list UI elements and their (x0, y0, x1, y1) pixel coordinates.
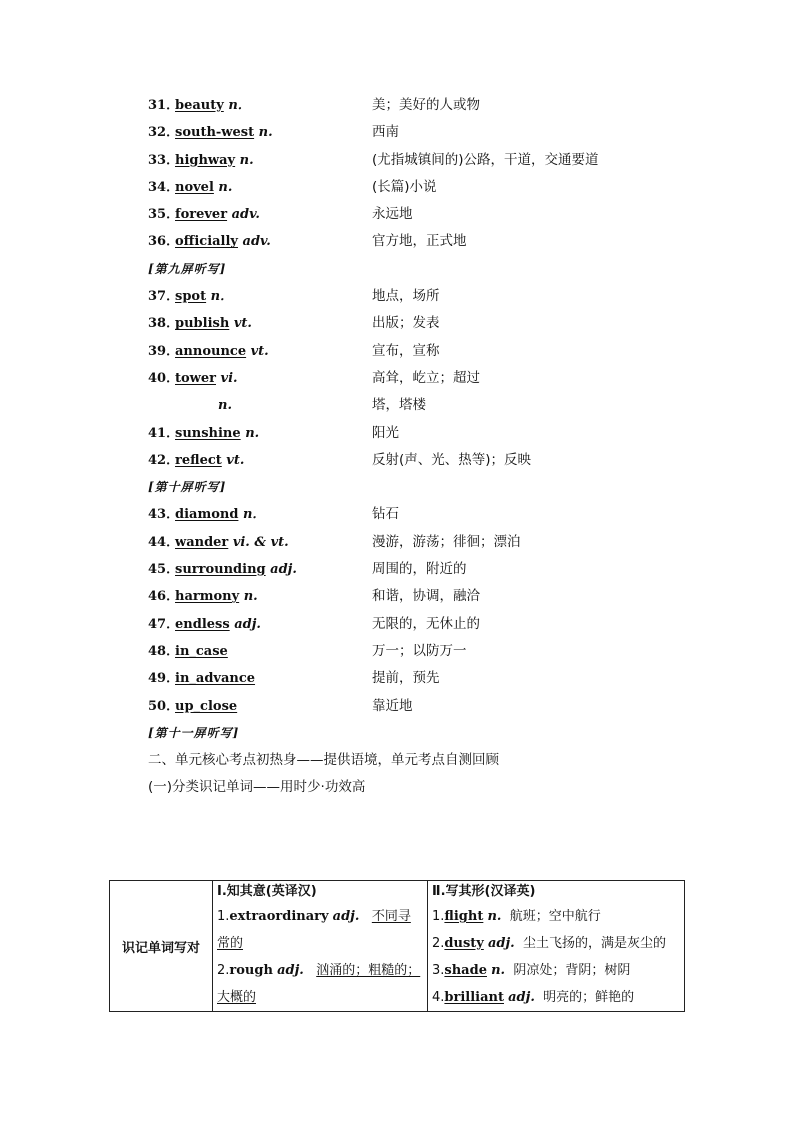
vocab-row (148, 556, 668, 583)
english-word: extraordinary (229, 909, 329, 924)
chinese-to-english-column (428, 881, 685, 1012)
english-phrase: in_case (175, 643, 228, 659)
answer-word: flight (444, 909, 484, 924)
item-number: 37． (148, 289, 180, 305)
item-number: 43． (148, 507, 180, 523)
vocab-row (148, 310, 668, 337)
vocab-row (148, 693, 668, 720)
exercise-item: 1.flight n. 航班；空中航行 (432, 909, 601, 924)
chinese-meaning: 靠近地 (372, 697, 413, 714)
english-phrase: up_close (175, 698, 238, 714)
english-word: wander (175, 534, 229, 550)
part-of-speech: adj. (508, 990, 535, 1005)
part-of-speech: vt. (226, 452, 245, 468)
table-row-label: 识记单词写对 (110, 881, 213, 1012)
english-word: novel (175, 179, 214, 195)
item-number: 46． (148, 589, 180, 605)
exercise-item: 3.shade n. 阴凉处；背阴；树阴 (432, 963, 631, 978)
vocab-row (148, 501, 668, 528)
part-of-speech: vi. & vt. (232, 534, 289, 550)
item-number: 38． (148, 316, 180, 332)
vocab-row (148, 201, 668, 228)
chinese-meaning: 官方地，正式地 (372, 233, 467, 250)
word-memorization-table (109, 880, 685, 1012)
part-of-speech: adv. (231, 207, 260, 223)
vocab-row (148, 147, 668, 174)
answer-word: brilliant (444, 990, 504, 1005)
part-of-speech: n. (258, 125, 273, 141)
vocab-row-continued (148, 392, 668, 419)
answer-word: shade (444, 963, 487, 978)
item-number: 35． (148, 207, 180, 223)
section-marker: [第九屏听写] (148, 261, 227, 276)
english-word: forever (175, 207, 228, 223)
english-to-chinese-column (213, 881, 428, 1012)
chinese-meaning: 阳光 (372, 424, 399, 441)
chinese-meaning: (长篇)小说 (372, 178, 437, 195)
chinese-meaning: 出版；发表 (372, 315, 440, 332)
vocab-row (148, 420, 668, 447)
chinese-meaning: 漫游，游荡；徘徊；漂泊 (372, 533, 521, 550)
part-of-speech: vt. (233, 316, 252, 332)
chinese-meaning: 美；美好的人或物 (372, 97, 480, 113)
part-of-speech: vi. (220, 370, 238, 386)
part-of-speech: n. (491, 963, 506, 978)
vocab-row (148, 338, 668, 365)
chinese-meaning: 航班；空中航行 (509, 909, 601, 924)
chinese-meaning: 地点，场所 (372, 288, 440, 305)
part-of-speech: n. (243, 589, 258, 605)
english-word: sunshine (175, 425, 241, 441)
vocab-row (148, 611, 668, 638)
exercise-item: 2.rough adj. 汹涌的；粗糙的；大概的 (217, 963, 421, 1005)
item-number: 32． (148, 125, 180, 141)
chinese-meaning: 无限的，无休止的 (372, 615, 480, 632)
exercise-item: 4.brilliant adj. 明亮的；鲜艳的 (432, 990, 635, 1005)
part-of-speech: adj. (332, 909, 360, 924)
english-word: rough (229, 963, 273, 978)
vocab-row (148, 447, 668, 474)
item-number: 41． (148, 425, 180, 441)
vocab-row (148, 529, 668, 556)
chinese-meaning: 周围的，附近的 (372, 561, 467, 578)
chinese-meaning: 宣布，宣称 (372, 342, 440, 359)
english-phrase: in_advance (175, 671, 256, 687)
chinese-meaning: 阴凉处；背阴；树阴 (513, 963, 631, 978)
english-word: highway (175, 152, 236, 168)
item-number: 34． (148, 179, 180, 195)
exercise-item: 1.extraordinary adj. 不同寻常的 (217, 909, 411, 951)
section-marker: [第十屏听写] (148, 480, 227, 495)
part-of-speech: vt. (250, 343, 269, 359)
chinese-meaning: 钻石 (372, 506, 399, 523)
section-heading: 二、单元核心考点初热身——提供语境，单元考点自测回顾 (148, 752, 499, 769)
part-of-speech: n． (210, 289, 234, 305)
part-of-speech: n. (487, 909, 502, 924)
vocab-row (148, 365, 668, 392)
english-word: south-west (175, 125, 255, 141)
english-word: tower (175, 370, 216, 386)
english-word: endless (175, 616, 230, 632)
item-number: 33． (148, 152, 180, 168)
english-word: reflect (175, 452, 222, 468)
item-number: 39． (148, 343, 180, 359)
part-of-speech: n. (239, 152, 254, 168)
chinese-meaning: 反射(声、光、热等)；反映 (372, 451, 532, 468)
answer-text: 汹涌的；粗糙的；大概的 (217, 963, 421, 1005)
part-of-speech: n． (228, 98, 251, 113)
chinese-meaning: 和谐，协调，融洽 (372, 588, 480, 605)
vocab-row (148, 119, 668, 146)
part-of-speech: adj. (270, 562, 297, 578)
vocab-row (148, 583, 668, 610)
chinese-meaning: 永远地 (372, 206, 413, 223)
column-header: Ⅱ.写其形(汉译英) (432, 884, 536, 899)
vocab-row (148, 174, 668, 201)
chinese-meaning: 万一；以防万一 (372, 642, 467, 659)
english-word: announce (175, 343, 247, 359)
item-number: 36． (148, 234, 180, 250)
vocab-row (148, 228, 668, 255)
answer-text: 不同寻常的 (217, 909, 411, 951)
vocab-row (148, 92, 668, 119)
item-number: 49． (148, 671, 180, 687)
exercise-item: 2.dusty adj. 尘土飞扬的，满是灰尘的 (432, 936, 666, 951)
vocab-row (148, 665, 668, 692)
part-of-speech: adj. (487, 936, 515, 951)
english-word: surrounding (175, 562, 266, 578)
chinese-meaning: 高耸，屹立；超过 (372, 369, 480, 386)
english-word: officially (175, 234, 238, 250)
chinese-meaning: 明亮的；鲜艳的 (543, 990, 635, 1005)
part-of-speech: n. (218, 398, 232, 414)
item-number: 31． (148, 98, 180, 113)
chinese-meaning: 塔，塔楼 (372, 397, 426, 414)
vocab-row (148, 638, 668, 665)
chinese-meaning: (尤指城镇间的)公路，干道，交通要道 (372, 151, 599, 168)
part-of-speech: adv. (242, 234, 271, 250)
chinese-meaning: 尘土飞扬的，满是灰尘的 (522, 936, 666, 951)
part-of-speech: adj. (277, 963, 304, 978)
column-header: Ⅰ.知其意(英译汉) (217, 884, 317, 899)
part-of-speech: n. (218, 179, 233, 195)
english-word: harmony (175, 589, 240, 605)
item-number: 42． (148, 452, 180, 468)
item-number: 47． (148, 616, 180, 632)
chinese-meaning: 西南 (372, 124, 399, 141)
section-marker: [第十一屏听写] (148, 725, 240, 740)
part-of-speech: adj. (234, 616, 261, 632)
subsection-heading: (一)分类识记单词——用时少·功效高 (148, 779, 366, 796)
part-of-speech: n. (245, 425, 260, 441)
vocabulary-list (148, 92, 668, 802)
english-word: beauty (175, 98, 224, 113)
item-number: 44． (148, 534, 180, 550)
item-number: 40． (148, 370, 180, 386)
english-word: publish (175, 316, 230, 332)
vocab-row (148, 283, 668, 310)
english-word: diamond (175, 507, 239, 523)
answer-word: dusty (444, 936, 484, 951)
english-word: spot (175, 289, 207, 305)
part-of-speech: n． (242, 507, 266, 523)
item-number: 48． (148, 643, 180, 659)
item-number: 50． (148, 698, 180, 714)
item-number: 45． (148, 562, 180, 578)
chinese-meaning: 提前，预先 (372, 670, 440, 687)
